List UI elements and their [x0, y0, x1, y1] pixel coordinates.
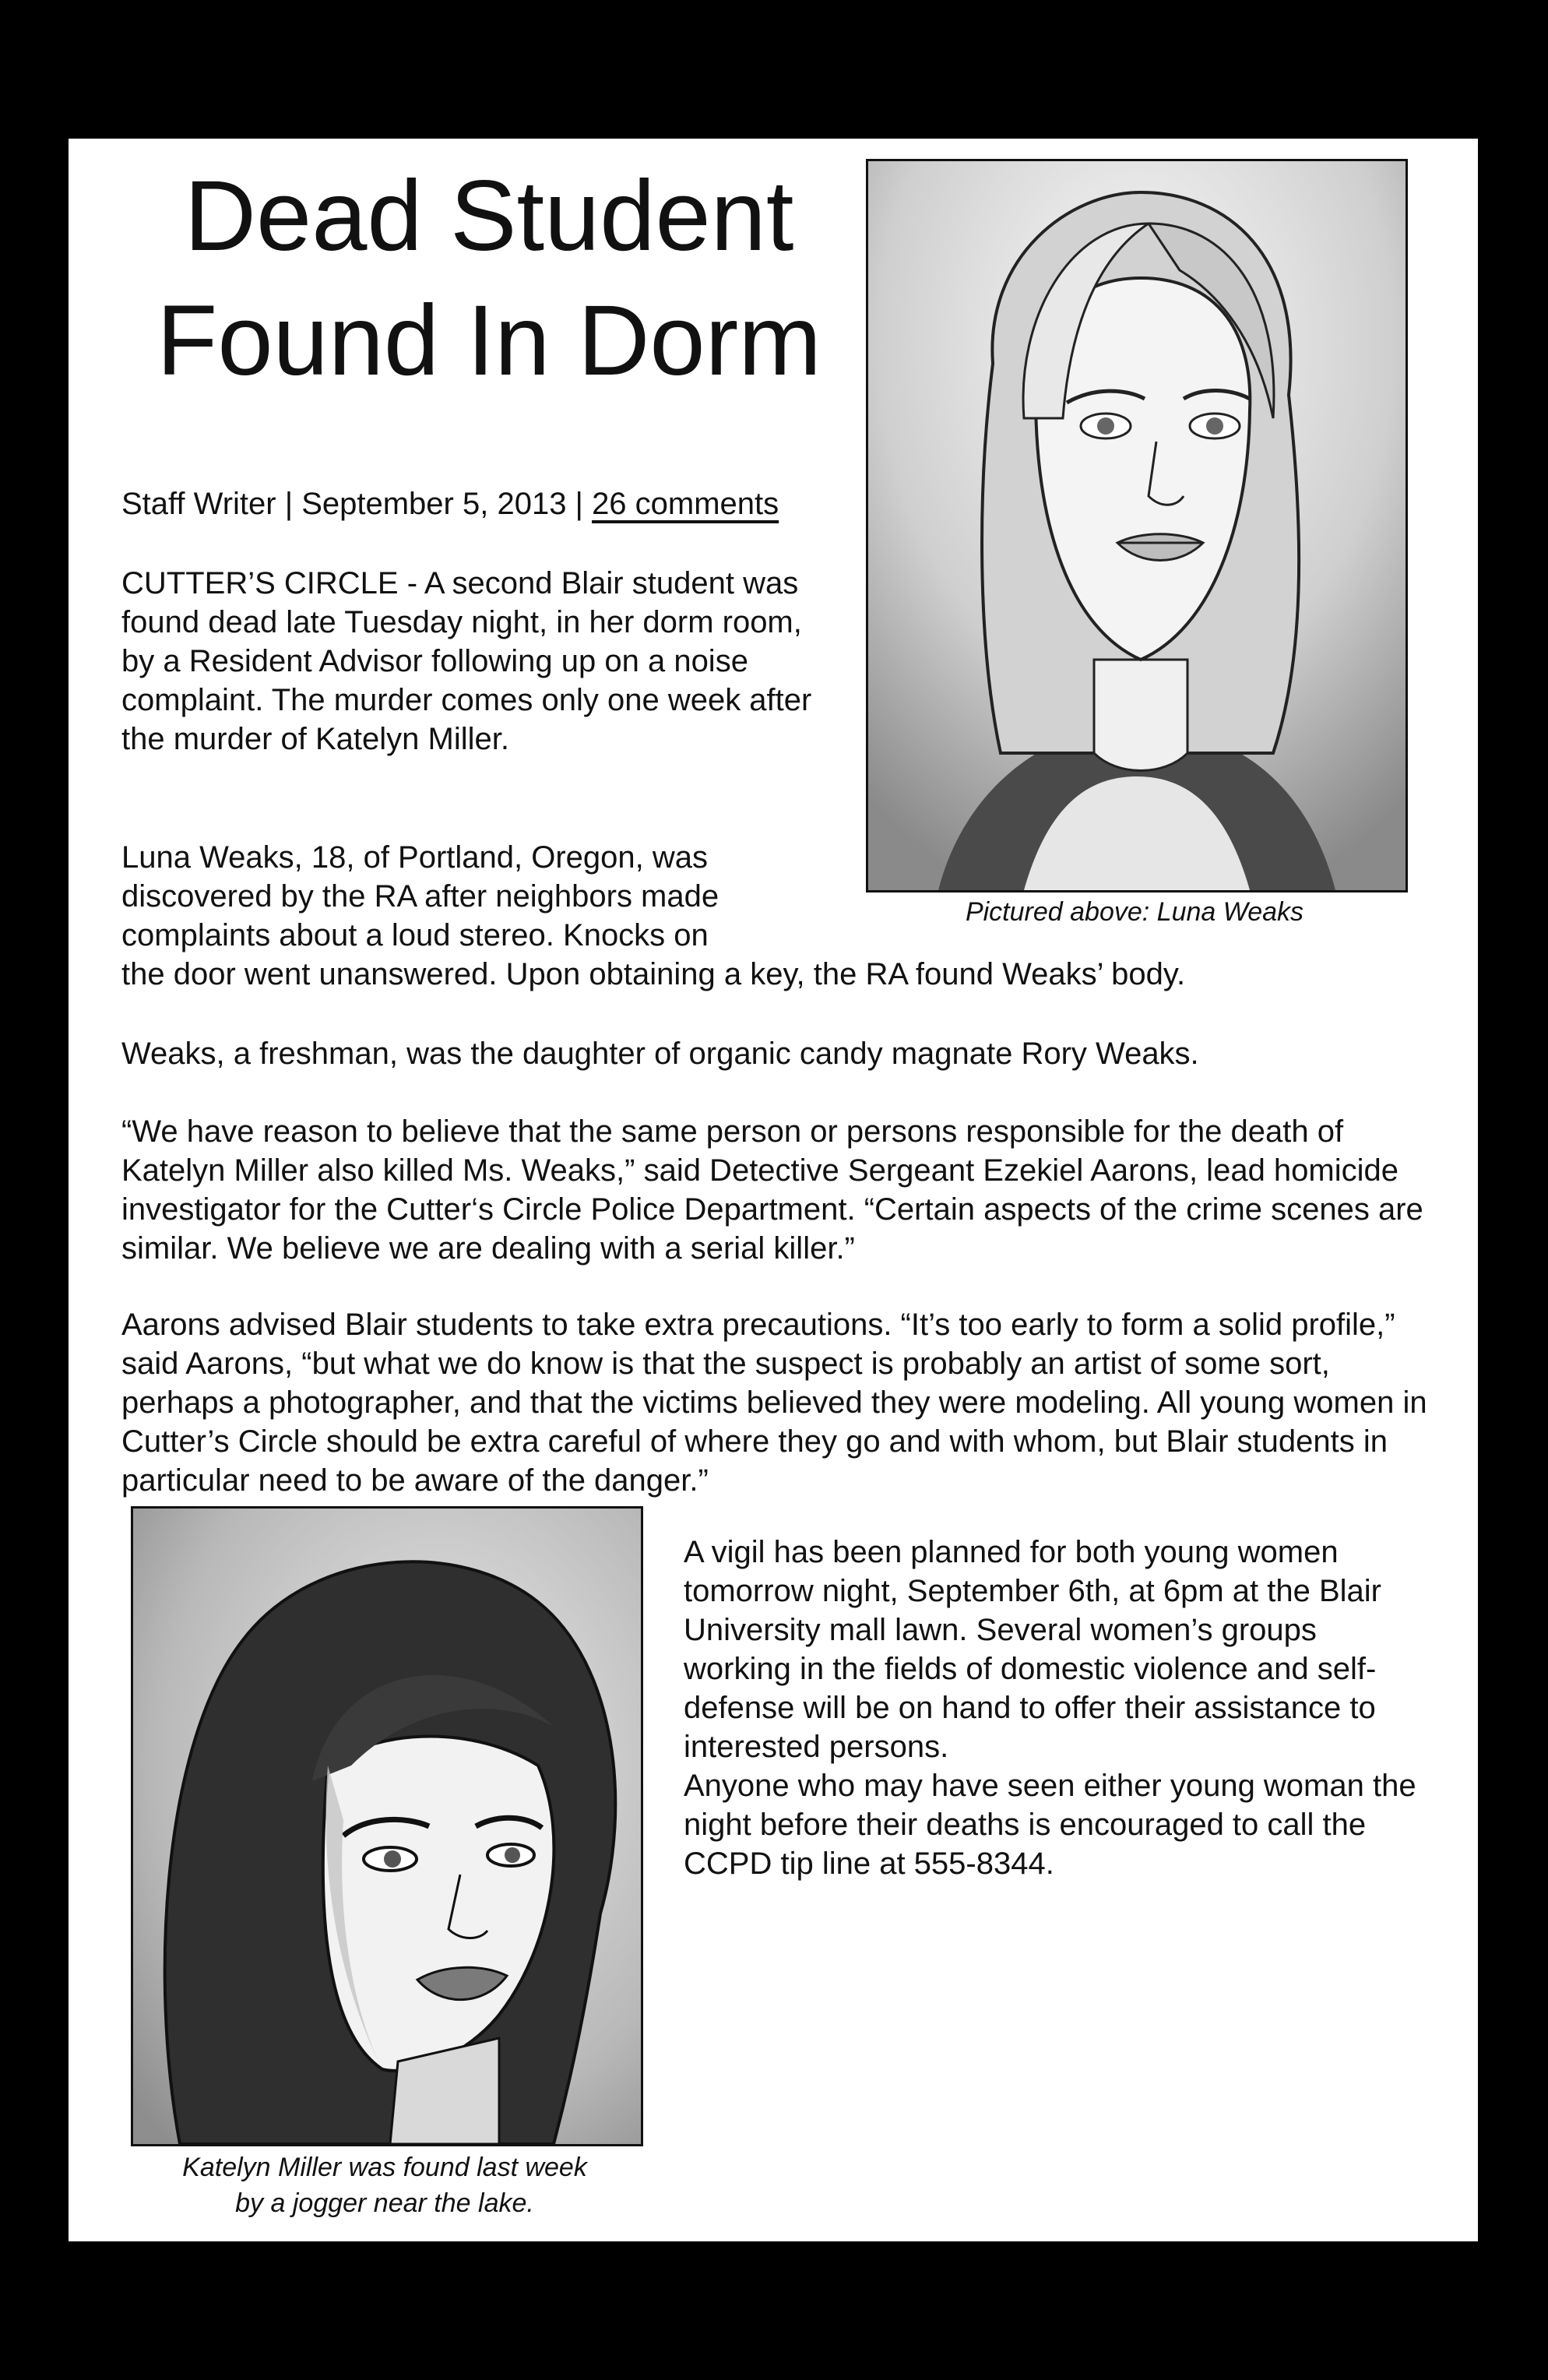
headline-line-2: Found In Dorm	[157, 285, 821, 396]
paragraph-2-continued: the door went unanswered. Upon obtaining a key, the RA found Weaks’ body.	[121, 957, 1186, 991]
paragraph-7: Anyone who may have seen either young woman the night before their deaths is encouraged to call the CCPD tip line at 555-8344.	[684, 1769, 1416, 1881]
paragraph-6: A vigil has been planned for both young women tomorrow night, September 6th, at 6pm at the Blair University mall lawn. Several women’s groups working in the fields of domestic violence and self-defense will be on hand to offer their assistance to interested persons.	[684, 1535, 1381, 1764]
byline-author: Staff Writer	[121, 487, 276, 521]
byline-separator: |	[566, 487, 593, 521]
paragraph-4: “We have reason to believe that the same person or persons responsible for the death of Katelyn Miller also killed Ms. Weaks,” said Detective Sergeant Ezekiel Aarons, lead homicide investigator for the Cutter‘s Circle Police Department. “Certain aspects of the crime scenes are similar. We believe we are dealing with a serial killer.”	[121, 1114, 1423, 1266]
katelyn-photo-caption	[131, 2149, 639, 2221]
paragraph-2: Luna Weaks, 18, of Portland, Oregon, was discovered by the RA after neighbors made complaints about a loud stereo. Knocks on	[121, 840, 719, 952]
katelyn-caption-line-2: by a jogger near the lake.	[235, 2188, 534, 2218]
byline	[121, 484, 900, 523]
katelyn-portrait-illustration	[133, 1509, 641, 2144]
paragraph-3: Weaks, a freshman, was the daughter of organic candy magnate Rory Weaks.	[121, 1037, 1199, 1071]
byline-separator: |	[276, 487, 302, 521]
headline-line-1: Dead Student	[184, 160, 794, 272]
katelyn-miller-photo	[131, 1506, 643, 2146]
luna-weaks-photo	[866, 159, 1408, 892]
katelyn-caption-line-1: Katelyn Miller was found last week	[182, 2153, 587, 2182]
luna-portrait-illustration	[868, 161, 1406, 890]
paragraph-1: CUTTER’S CIRCLE - A second Blair student was found dead late Tuesday night, in her dorm room, by a Resident Advisor following up on a noise complaint. The murder comes only one week after the murder of Katelyn Miller.	[121, 566, 812, 756]
byline-date: September 5, 2013	[301, 487, 567, 521]
comments-link[interactable]: 26 comments	[592, 487, 779, 521]
paragraph-5: Aarons advised Blair students to take extra precautions. “It’s too early to form a solid profile,” said Aarons, “but what we do know is that the suspect is probably an artist of some sort, perhaps a photographer, and that the victims believed they were modeling. All young women in Cutter’s Circle should be extra careful of where they go and with whom, but Blair students in particular need to be aware of the danger.”	[121, 1308, 1427, 1498]
article-headline	[100, 154, 878, 403]
article-page	[69, 139, 1478, 2241]
luna-photo-caption: Pictured above: Luna Weaks	[965, 897, 1304, 927]
